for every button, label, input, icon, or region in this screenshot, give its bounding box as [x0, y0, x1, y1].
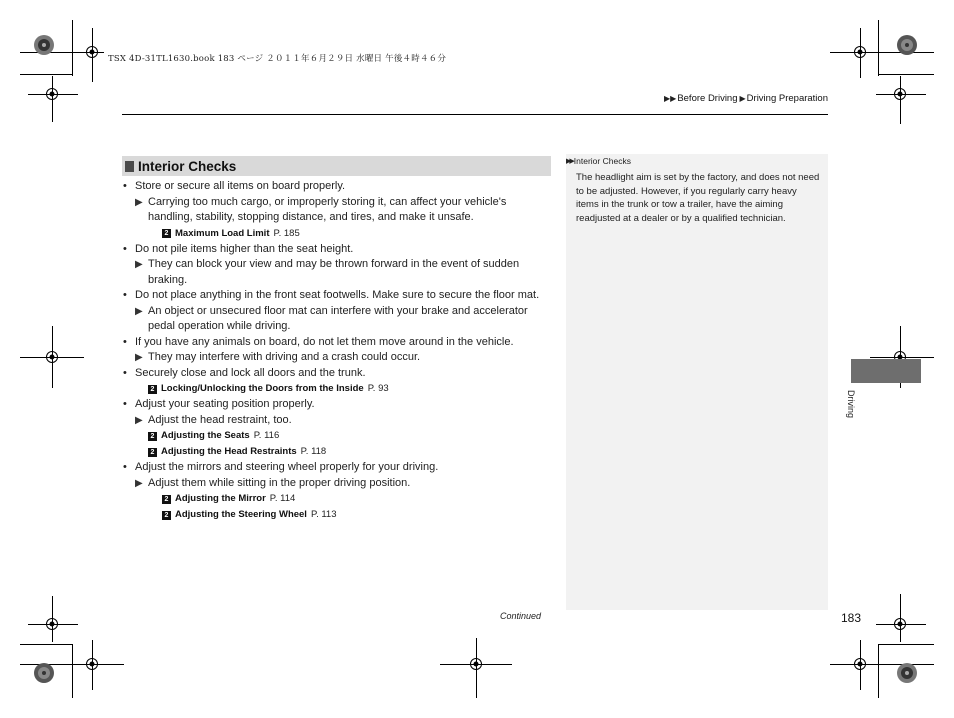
crop-mark [830, 664, 934, 665]
section-square-icon [125, 161, 134, 172]
registration-mark-icon [84, 656, 100, 672]
arrow-right-icon: ▶ [135, 352, 143, 363]
note-arrow-icon: ▶▶ [566, 158, 573, 165]
cross-reference-link[interactable] [122, 444, 552, 460]
arrow-right-icon: ▶ [135, 305, 143, 317]
checklist [122, 179, 552, 523]
registration-mark-icon [852, 44, 868, 60]
crop-mark [878, 74, 934, 75]
list-subitem [122, 476, 552, 492]
crop-mark [878, 644, 934, 645]
list-item: • Store or secure all items on board properly. [122, 179, 552, 195]
continued-label: Continued [500, 611, 542, 621]
arrow-right-icon: ▶ [135, 259, 143, 270]
registration-mark-icon [44, 349, 60, 365]
page-reference-icon: 2 [148, 385, 157, 394]
cross-reference-link[interactable] [122, 507, 552, 523]
cross-reference-link[interactable] [122, 226, 552, 242]
registration-mark-icon [44, 616, 60, 632]
page-reference-icon: 2 [148, 432, 157, 441]
note-label [566, 156, 631, 166]
reference-page: P. 93 [367, 383, 389, 394]
reference-page: P. 118 [300, 446, 327, 457]
reference-page: P. 113 [310, 509, 337, 520]
chapter-tab-label: Driving [846, 390, 856, 419]
chapter-tab [851, 359, 921, 383]
cross-reference-link[interactable] [122, 381, 552, 397]
reference-page: P. 114 [269, 493, 296, 504]
page-reference-icon: 2 [162, 229, 171, 238]
note-title: Interior Checks [573, 156, 631, 166]
list-subitem [122, 304, 552, 335]
reference-page: P. 116 [253, 430, 280, 441]
registration-mark-icon [468, 656, 484, 672]
arrow-right-icon: ▶ [135, 196, 143, 208]
crop-mark [20, 74, 72, 75]
cross-reference-link[interactable] [122, 428, 552, 444]
color-rosette-icon [896, 34, 918, 56]
crop-mark [72, 644, 73, 698]
list-item: • Adjust your seating position properly. [122, 397, 552, 413]
note-body: The headlight aim is set by the factory, and does not need to be adjusted. However, if you regularly carry heavy items in the trunk or tow a trailer, have the aiming readjusted at a dealer or by a qualified technician. [576, 172, 820, 224]
reference-title: Adjusting the Seats [161, 430, 250, 441]
reference-title: Adjusting the Steering Wheel [175, 509, 307, 520]
crop-mark [72, 20, 73, 76]
crop-mark [878, 20, 879, 76]
crop-mark [830, 52, 934, 53]
reference-title: Locking/Unlocking the Doors from the Inside [161, 383, 364, 394]
subitem-text: Adjust the head restraint, too. [148, 413, 292, 426]
subitem-text: They can block your view and may be thrown forward in the event of sudden braking. [148, 258, 520, 286]
page-number: 183 [841, 611, 862, 625]
registration-mark-icon [852, 656, 868, 672]
list-item: • Do not place anything in the front seat footwells. Make sure to secure the floor mat. [122, 288, 552, 304]
list-item: • If you have any animals on board, do not let them move around in the vehicle. [122, 335, 552, 351]
cross-reference-link[interactable] [122, 491, 552, 507]
section-title: Interior Checks [138, 158, 237, 174]
list-subitem [122, 257, 552, 288]
subitem-text: Adjust them while sitting in the proper driving position. [148, 476, 411, 489]
color-rosette-icon [896, 662, 918, 684]
reference-title: Maximum Load Limit [175, 227, 270, 239]
side-note-panel [566, 154, 828, 610]
crop-mark [878, 644, 879, 698]
arrow-right-icon: ▶ [135, 414, 143, 426]
color-rosette-icon [33, 662, 55, 684]
color-rosette-icon [33, 34, 55, 56]
breadcrumb-arrow-icon: ▶ [739, 94, 746, 103]
crop-mark [20, 644, 72, 645]
list-item: • Do not pile items higher than the seat height. [122, 242, 552, 258]
list-subitem [122, 413, 552, 429]
reference-page: P. 185 [273, 227, 300, 239]
breadcrumb-current: Driving Preparation [746, 93, 828, 104]
breadcrumb [664, 93, 828, 104]
page-reference-icon: 2 [162, 495, 171, 504]
subitem-text: An object or unsecured floor mat can interfere with your brake and accelerator pedal operation while driving. [148, 304, 528, 332]
list-subitem [122, 195, 552, 226]
reference-title: Adjusting the Head Restraints [161, 446, 297, 457]
list-item: • Adjust the mirrors and steering wheel properly for your driving. [122, 460, 552, 476]
list-subitem [122, 350, 552, 366]
registration-mark-icon [84, 44, 100, 60]
breadcrumb-arrow-icon: ▶▶ [664, 94, 677, 103]
registration-mark-icon [892, 616, 908, 632]
arrow-right-icon: ▶ [135, 477, 143, 489]
page-reference-icon: 2 [148, 448, 157, 457]
registration-mark-icon [892, 86, 908, 102]
breadcrumb-parent: Before Driving [677, 93, 738, 104]
section-header [122, 156, 551, 176]
subitem-text: Carrying too much cargo, or improperly storing it, can affect your vehicle's handling, stability, stopping distance, and tires, and make it unsafe. [148, 195, 507, 223]
subitem-text: They may interfere with driving and a crash could occur. [148, 351, 421, 363]
reference-title: Adjusting the Mirror [175, 493, 266, 504]
list-item: • Securely close and lock all doors and the trunk. [122, 366, 552, 382]
registration-mark-icon [44, 86, 60, 102]
header-rule [122, 114, 828, 115]
print-file-header: TSX 4D-31TL1630.book 183 ページ ２０１１年６月２９日 水曜日 午後４時４６分 [108, 54, 447, 64]
page-reference-icon: 2 [162, 511, 171, 520]
